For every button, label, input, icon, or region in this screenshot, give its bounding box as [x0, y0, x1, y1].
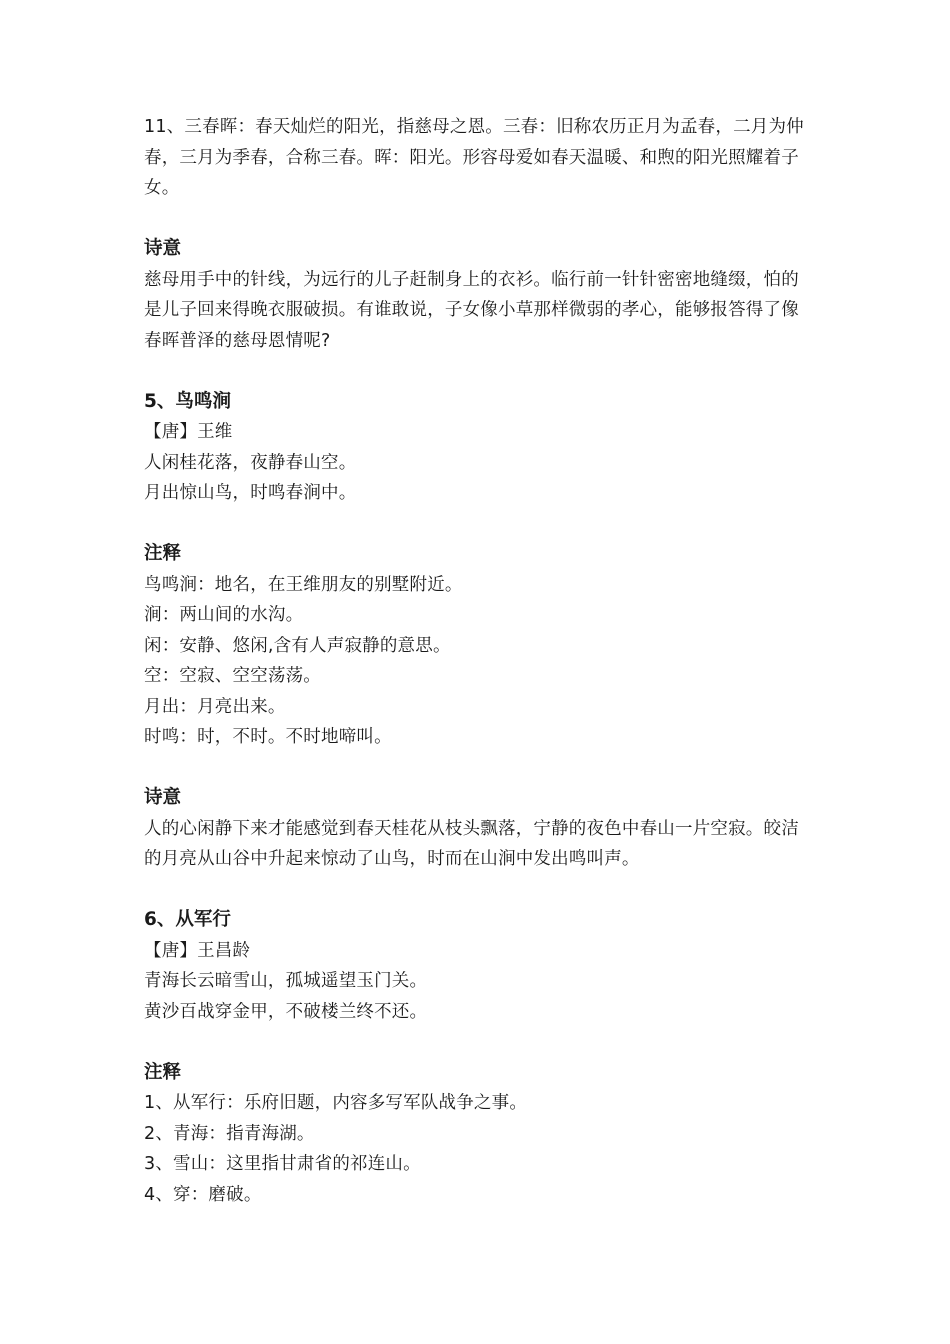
spacer	[144, 875, 808, 906]
section-heading-meaning: 诗意	[144, 238, 182, 259]
poem-author: 【唐】王维	[144, 422, 233, 442]
note-item: 3、雪山：这里指甘肃省的祁连山。	[144, 1154, 421, 1174]
section-heading-notes: 注释	[144, 1061, 182, 1083]
meaning-paragraph-niaomingjian: 人的心闲静下来才能感觉到春天桂花从枝头飘落，宁静的夜色中春山一片空寂。皎洁的月亮从山谷中升起来惊动了山鸟，时而在山涧中发出鸣叫声。	[144, 818, 799, 869]
spacer	[144, 509, 808, 540]
spacer	[144, 204, 808, 235]
note-item: 鸟鸣涧：地名，在王维朋友的别墅附近。	[144, 574, 463, 595]
spacer	[144, 356, 808, 387]
poem-title-congjunxing: 6、从军行	[144, 909, 231, 930]
note-item: 月出：月亮出来。	[144, 696, 286, 717]
note-paragraph-sanchunhui: 11、三春晖：春天灿烂的阳光，指慈母之恩。三春：旧称农历正月为孟春，二月为仲春，三月为季春，合称三春。晖：阳光。形容母爱如春天温暖、和煦的阳光照耀着子女。	[144, 117, 804, 198]
poem-line: 人闲桂花落，夜静春山空。	[144, 452, 357, 473]
section-heading-notes: 注释	[144, 543, 182, 564]
poem-author: 【唐】王昌龄	[144, 940, 251, 961]
note-item: 闲：安静、悠闲,含有人声寂静的意思。	[144, 635, 451, 656]
note-item: 2、青海：指青海湖。	[144, 1123, 315, 1144]
document-page	[144, 112, 808, 1210]
poem-line: 青海长云暗雪山，孤城遥望玉门关。	[144, 971, 428, 991]
spacer	[144, 1027, 808, 1058]
spacer	[144, 753, 808, 784]
poem-line: 月出惊山鸟，时鸣春涧中。	[144, 483, 357, 503]
meaning-paragraph-youziyin: 慈母用手中的针线，为远行的儿子赶制身上的衣衫。临行前一针针密密地缝缀，怕的是儿子回来得晚衣服破损。有谁敢说，子女像小草那样微弱的孝心，能够报答得了像春晖普泽的慈母恩情呢?	[144, 269, 799, 351]
note-item: 1、从军行：乐府旧题，内容多写军队战争之事。	[144, 1093, 528, 1113]
section-heading-meaning: 诗意	[144, 787, 182, 808]
note-item: 时鸣：时，不时。不时地啼叫。	[144, 727, 392, 747]
note-item: 4、穿：磨破。	[144, 1184, 262, 1205]
poem-title-niaomingjian: 5、鸟鸣涧	[144, 390, 231, 412]
poem-line: 黄沙百战穿金甲，不破楼兰终不还。	[144, 1001, 428, 1022]
note-item: 空：空寂、空空荡荡。	[144, 666, 321, 686]
note-item: 涧：两山间的水沟。	[144, 605, 304, 625]
